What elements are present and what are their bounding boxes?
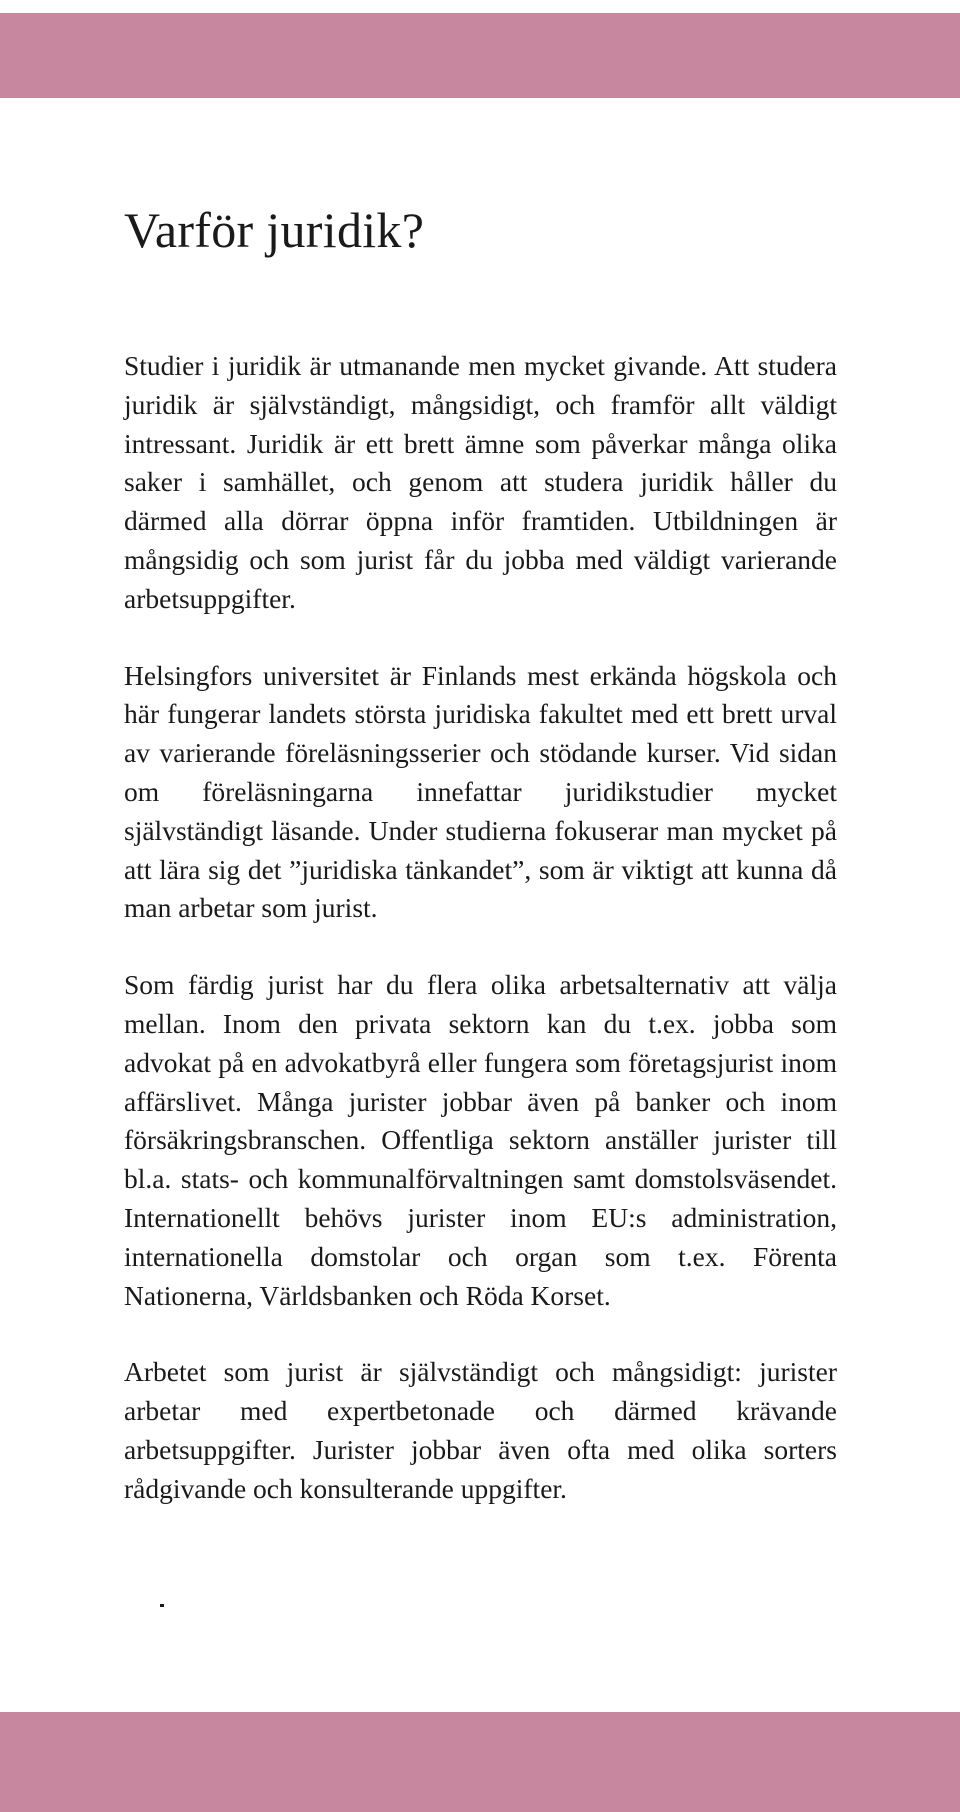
paragraph-work-as-lawyer: Arbetet som jurist är självständigt och mångsidigt: jurister arbetar med expertbetonade och därmed krävande arbetsuppgifter. Jurister jobbar även ofta med olika sorters rådgivande och konsulterande uppgifter. (124, 1356, 837, 1504)
paragraph-helsinki-university: Helsingfors universitet är Finlands mest erkända högskola och här fungerar landets största juridiska fakultet med ett brett urval av varierande föreläsningsserier och stödande kurser. Vid sidan om föreläsningarna innefattar juridikstudier mycket självständigt läsande. Under studierna fokuserar man mycket på att lära sig det ”juridiska tänkandet”, som är viktigt att kunna då man arbetar som jurist. (124, 659, 837, 924)
paragraph-why-study-law: Studier i juridik är utmanande men mycket givande. Att studera juridik är självständigt, mångsidigt, och framför allt väldigt intressant. Juridik är ett brett ämne som påverkar många olika saker i samhället, och genom att studera juridik håller du därmed alla dörrar öppna inför framtiden. Utbildningen är mångsidig och som jurist får du jobba med väldigt varierande arbetsuppgifter. (124, 350, 837, 614)
page-content (124, 200, 837, 1509)
paragraph-career-options: Som färdig jurist har du flera olika arbetsalternativ att välja mellan. Inom den privata sektorn kan du t.ex. jobba som advokat på en advokatbyrå eller fungera som företagsjurist inom affärslivet. Många jurister jobbar även på banker och inom försäkringsbranschen. Offentliga sektorn anställer jurister till bl.a. stats- och kommunalförvaltningen samt domstolsväsendet. Internationellt behövs jurister inom EU:s administration, internationella domstolar och organ som t.ex. Förenta Nationerna, Världsbanken och Röda Korset. (124, 969, 837, 1311)
cut-off-text-fragment (160, 1604, 164, 1607)
page-title: Varför juridik? (124, 202, 425, 258)
bottom-color-band (0, 1712, 960, 1812)
top-color-band (0, 13, 960, 98)
